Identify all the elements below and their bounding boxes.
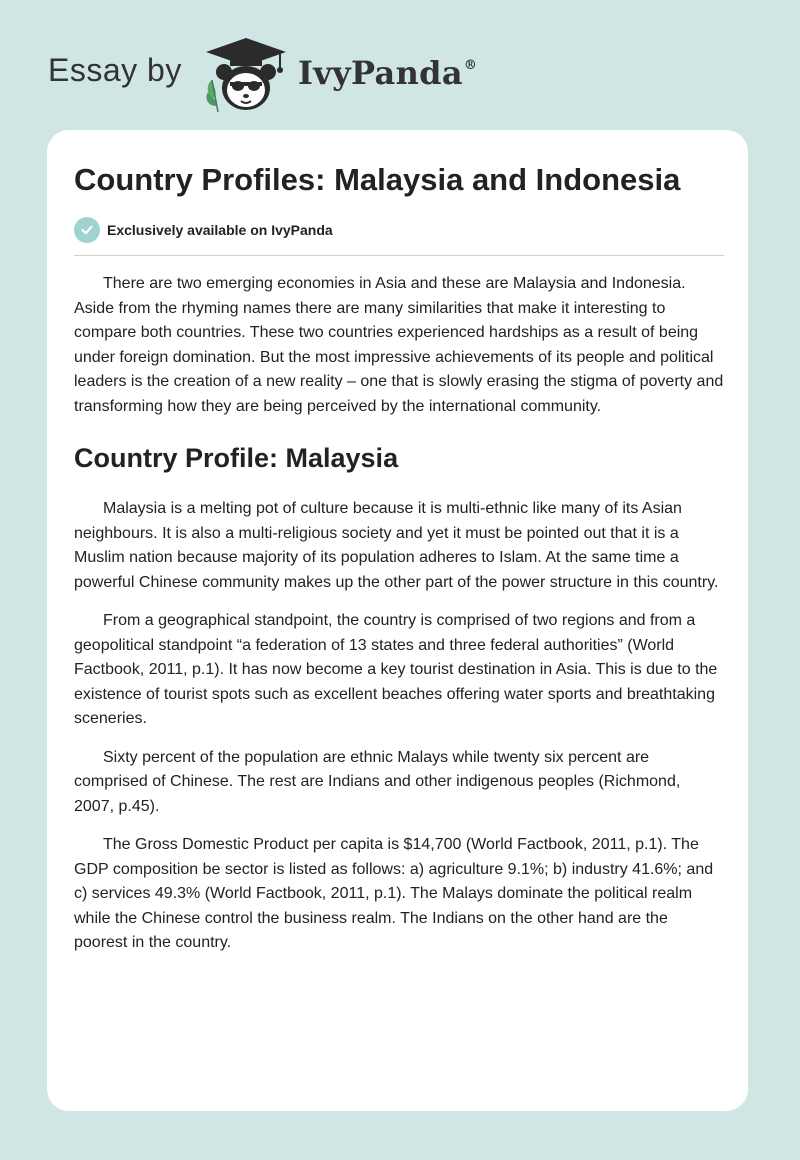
- body-paragraph: From a geographical standpoint, the country is comprised of two regions and from a geopolitical standpoint “a federation of 13 states and three federal authorities” (World Factbook, 2011, p.1). It has now become a key tourist destination in Asia. This is due to the existence of tourist spots such as excellent beaches offering water sports and breathtaking sceneries.: [74, 612, 718, 727]
- registered-mark: ®: [463, 58, 478, 73]
- page-title: Country Profiles: Malaysia and Indonesia: [74, 162, 681, 197]
- divider: [74, 255, 724, 256]
- exclusive-badge: [74, 217, 724, 243]
- check-circle-icon: [74, 217, 100, 243]
- exclusive-text: Exclusively available on IvyPanda: [107, 222, 333, 238]
- brand-prefix: Essay by: [48, 52, 182, 88]
- body-paragraph: The Gross Domestic Product per capita is $14,700 (World Factbook, 2011, p.1). The GDP composition be sector is listed as follows: a) agriculture 9.1%; b) industry 41.6%; and c) services 49.3% (World Factbook, 2011, p.1). The Malays dominate the political realm while the Chinese control the business realm. The Indians on the other hand are the poorest in the country.: [74, 836, 714, 951]
- article-content: [74, 160, 724, 956]
- intro-paragraph: There are two emerging economies in Asia and these are Malaysia and Indonesia. Aside from the rhyming names there are many similarities that make it interesting to compare both countries. These two countries experienced hardships as a result of being under foreign domination. But the most impressive achievements of its people and political leaders is the creation of a new reality – one that is slowly erasing the stigma of poverty and transforming how they are being perceived by the international community.: [74, 275, 724, 415]
- panda-graduate-logo-icon[interactable]: [200, 36, 292, 114]
- article-card: [47, 130, 748, 1111]
- section-heading: Country Profile: Malaysia: [74, 443, 399, 473]
- brand-header: [48, 34, 548, 114]
- body-paragraph: Sixty percent of the population are ethnic Malays while twenty six percent are comprised of Chinese. The rest are Indians and other indigenous peoples (Richmond, 2007, p.45).: [74, 748, 681, 815]
- brand-name[interactable]: IvyPanda®: [298, 54, 478, 92]
- body-paragraph: Malaysia is a melting pot of culture because it is multi-ethnic like many of its Asian neighbours. It is also a multi-religious society and yet it must be pointed out that it is a Muslim nation because majority of its population adheres to Islam. At the same time a powerful Chinese community makes up the other part of the power structure in this country.: [74, 500, 719, 591]
